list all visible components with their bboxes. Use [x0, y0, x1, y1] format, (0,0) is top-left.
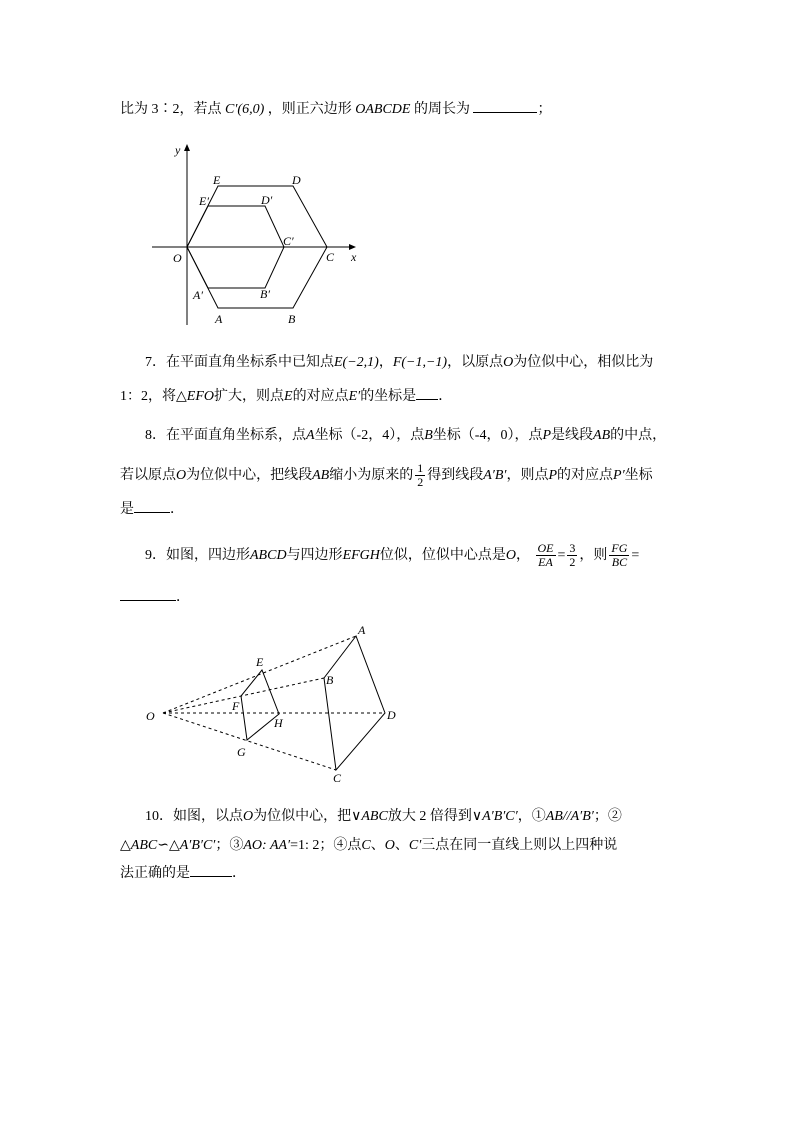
label-B: B — [326, 673, 334, 687]
q9-frac-num: OE — [537, 541, 554, 556]
q7-text: 的对应点 — [292, 389, 349, 404]
quad-abcd — [324, 636, 385, 770]
q10-center: O — [243, 809, 254, 824]
q10-line-1 — [145, 807, 622, 827]
q7-triangle: EFO — [186, 389, 214, 404]
q10-text: 、 — [394, 838, 409, 853]
q8-fraction — [415, 462, 425, 489]
label-E: E — [213, 173, 221, 187]
q8-point: B — [424, 428, 433, 443]
label-C1: C′ — [283, 234, 294, 248]
q9-line-2 — [120, 586, 190, 608]
q8-text: 是 — [120, 502, 134, 517]
q7-text: ， — [378, 355, 393, 370]
ray-ob — [163, 678, 324, 713]
q10-parallel: AB//A′B′ — [545, 809, 594, 824]
q8-fraction-num: 1 — [417, 461, 424, 476]
q6-text-a: 比为 3∶2，若点 — [120, 102, 222, 117]
q8-text: ，则点 — [506, 468, 549, 483]
q8-segment: AB — [593, 428, 611, 443]
q9-text: 与四边形 — [286, 548, 343, 563]
label-G: G — [237, 745, 246, 759]
q6-text-f: ； — [537, 102, 552, 117]
q8-text: 坐标 — [624, 468, 653, 483]
q7-point-f: F(−1,−1) — [392, 355, 448, 370]
q7-text: ． — [438, 389, 453, 404]
label-A1: A′ — [193, 288, 203, 302]
label-D1: D′ — [261, 193, 273, 207]
q8-text: 是线段 — [551, 428, 594, 443]
q7-answer-blank[interactable] — [416, 385, 438, 400]
q8-answer-blank[interactable] — [134, 498, 170, 513]
label-H: H — [274, 716, 283, 730]
q10-triangle: ABC — [130, 838, 158, 853]
q10-point: O — [384, 838, 395, 853]
q6-continuation-line — [120, 98, 551, 120]
q8-text: 若以原点 — [120, 468, 176, 483]
label-B: B — [288, 312, 296, 326]
q10-triangle-prime: A′B′C′ — [179, 838, 216, 853]
q7-point-prime: E′ — [348, 389, 361, 404]
q10-text: △ — [120, 838, 131, 853]
q8-text: ． — [170, 502, 184, 517]
q9-text: ． — [176, 590, 190, 605]
q10-ratio: AO: AA′ — [243, 838, 291, 853]
q6-point-c1: C′(6,0) — [225, 102, 265, 117]
q10-text: =1: 2；④点 — [290, 838, 362, 853]
q10-text: 、 — [370, 838, 385, 853]
q10-line-2 — [120, 836, 617, 856]
label-B1: B′ — [260, 287, 270, 301]
q10-text: ，① — [517, 809, 546, 824]
q6-text-e: 的周长为 — [413, 102, 470, 117]
q10-text: 为位似中心，把 — [253, 809, 352, 824]
q8-text: 缩小为原来的 — [329, 468, 414, 483]
q8-segment: AB — [312, 468, 330, 483]
q9-fraction-3-2 — [567, 542, 577, 569]
q9-center: O — [505, 548, 517, 563]
q9-frac-den: 2 — [569, 555, 576, 570]
q10-text: ；③ — [215, 838, 244, 853]
q7-point-e: E(−2,1) — [334, 355, 379, 370]
q8-text: 8．在平面直角坐标系，点 — [145, 428, 306, 443]
q7-text: 为位似中心，相似比为 — [513, 355, 654, 370]
q9-text: 9．如图，四边形 — [145, 548, 250, 563]
hexagon-figure — [140, 140, 370, 330]
q10-point: C — [361, 838, 371, 853]
q7-text: 7．在平面直角坐标系中已知点 — [145, 355, 334, 370]
q9-frac-num: 3 — [569, 541, 576, 556]
q9-text: ，则 — [579, 548, 608, 563]
q7-text: 扩大，则点 — [214, 389, 284, 404]
label-E1: E′ — [199, 194, 209, 208]
q8-text: 的中点， — [610, 428, 667, 443]
q9-equals: = — [631, 548, 640, 563]
q10-triangle-prime: ∨A′B′C′ — [471, 809, 518, 824]
q9-line-1 — [145, 541, 639, 571]
q8-line-3 — [120, 498, 184, 520]
q8-origin: O — [176, 468, 187, 483]
label-D: D — [387, 708, 396, 722]
q8-text: 为位似中心，把线段 — [186, 468, 313, 483]
label-O: O — [173, 251, 182, 265]
q8-line-1 — [145, 426, 666, 446]
q10-triangle: ∨ABC — [351, 809, 388, 824]
q10-text: ． — [232, 866, 246, 881]
label-C: C — [326, 250, 335, 264]
q9-text: 位似，位似中心点是 — [379, 548, 506, 563]
q7-line-2 — [120, 385, 452, 407]
q9-frac-num: FG — [611, 541, 628, 556]
q8-point: P — [548, 468, 558, 483]
q6-hexagon-name: OABCDE — [355, 102, 411, 117]
q8-text: 坐标（-2，4），点 — [314, 428, 425, 443]
label-O: O — [146, 709, 155, 723]
q10-line-3 — [120, 862, 246, 884]
q7-text: ，以原点 — [447, 355, 504, 370]
q8-line-2 — [120, 462, 653, 490]
q10-text: 10．如图，以点 — [145, 809, 243, 824]
q8-fraction-den: 2 — [417, 475, 424, 490]
q10-answer-blank[interactable] — [190, 862, 232, 877]
q7-line-1 — [145, 353, 653, 373]
ray-oc — [163, 713, 336, 770]
q10-text: 法正确的是 — [120, 866, 190, 881]
q7-text: 的坐标是 — [360, 389, 417, 404]
label-E: E — [256, 655, 264, 669]
q9-answer-blank[interactable] — [120, 586, 176, 601]
label-x: x — [351, 250, 357, 264]
q10-text: ；② — [593, 809, 622, 824]
label-C: C — [333, 771, 342, 785]
q9-fraction-oe-ea — [536, 542, 556, 569]
q9-frac-den: BC — [611, 555, 628, 570]
q9-quad: ABCD — [250, 548, 287, 563]
q8-text: 得到线段 — [427, 468, 484, 483]
q7-point: E — [284, 389, 293, 404]
q8-text: 的对应点 — [557, 468, 614, 483]
q9-frac-den: EA — [538, 555, 553, 570]
q8-segment-prime: A′B′ — [483, 468, 507, 483]
label-A: A — [215, 312, 223, 326]
q10-text: 三点在同一直线上则以上四种说 — [421, 838, 618, 853]
q9-fraction-fg-bc — [609, 542, 629, 569]
q6-answer-blank[interactable] — [473, 98, 537, 113]
q9-equals: = — [557, 548, 566, 563]
q8-point-prime: P′ — [613, 468, 625, 483]
q8-text: 坐标（-4，0），点 — [432, 428, 543, 443]
q9-quad: EFGH — [342, 548, 380, 563]
q7-origin: O — [503, 355, 514, 370]
label-D: D — [292, 173, 301, 187]
q8-point: P — [542, 428, 552, 443]
q10-text: 放大 2 倍得到 — [387, 809, 472, 824]
q8-point: A — [306, 428, 315, 443]
label-A: A — [358, 623, 366, 637]
label-F: F — [232, 699, 240, 713]
q6-text-c: ，则正六边形 — [267, 102, 352, 117]
q7-text: 1：2，将△ — [120, 389, 187, 404]
quadrilateral-figure — [140, 620, 410, 790]
q10-point: C′ — [408, 838, 422, 853]
label-y: y — [175, 143, 181, 157]
q9-text: ， — [516, 548, 531, 563]
q10-text: ∽△ — [157, 838, 180, 853]
